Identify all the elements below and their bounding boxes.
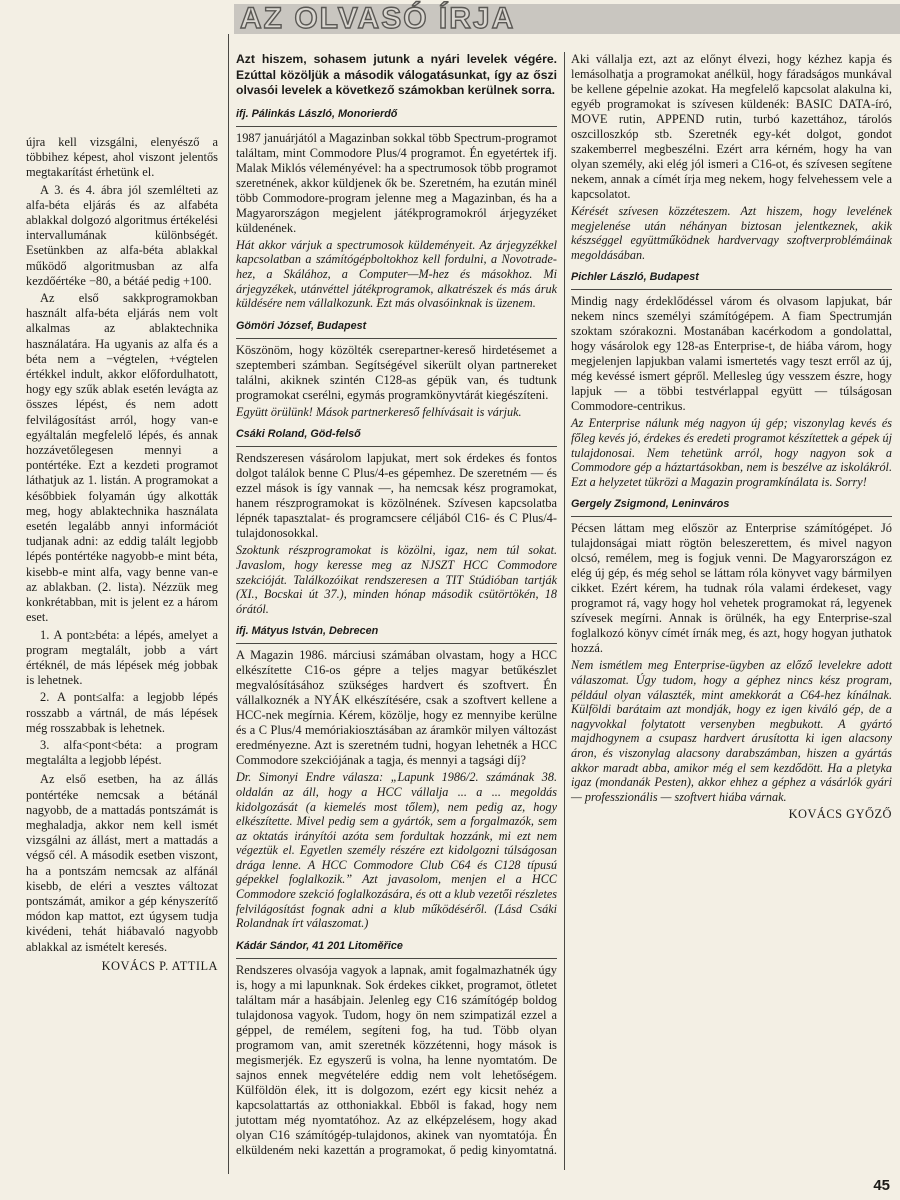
section-banner <box>234 4 900 34</box>
editor-reply: Az Enterprise nálunk még nagyon új gép; viszonylag kevés és főleg kevés jó, érdekes és eredeti programot készítettek a gépek új tulajdonosai. Nem tehetünk arról, hogy nagyon sok a Commodore gép a háztartásokban, nem is beszélve az iskolákról. Ezt a helyzetet tükrözi a Magazin programkínálata is. Sorry! <box>571 416 892 489</box>
section-title: AZ OLVASÓ ÍRJA <box>240 2 516 35</box>
page-number: 45 <box>873 1177 890 1194</box>
list-item: 2. A pont≤alfa: a legjobb lépés rosszabb a vártnál, de más lépések még rosszabbak is lehetnek. <box>26 690 218 735</box>
editor-reply: Nem ismétlem meg Enterprise-ügyben az előző levelekre adott válaszomat. Úgy tudom, hogy a géphez nincs kész program, például olyan választék, mint amekkorát a C64-hez kínálnak. Külföldi barátaim azt mondják, hogy ez igen kiváló gép, de a nagyvokkal folytatott versenyben megbukott. A gyártó majdhogynem a csupasz hardvert árusította ki igen alacsony áron, és viszonylag alacsony darabszámban, hiszen a gyártás akkor maradt abba, amikor még el sem kezdődött. Ha a pletyka igaz (mondanák Pesten), akkor ehhez a géphez a vásárlók gyári — professzionális — szoftvert hiába várnak. <box>571 658 892 804</box>
paragraph: Az első sakkprogramokban használt alfa-béta eljárás nem volt alkalmas az ablaktechnika használatára. Ha ugyanis az alfa és a béta nem a −végtelen, +végtelen értékkel indult, akkor előfordulhatott, hogy egy szűk ablak esetén levágta az összes lépést, és nem adott felvilágosítást arról, hogy van-e egyáltalán megfelelő lépés, és annak hozzávetőlegesen mennyi a pontértéke. Ezt a kezdeti programot láthatjuk az 1. listán. A programokat a későbbiek folyamán úgy alkották meg, hogy ablaktechnika használata esetén legalább annyi információt tudjanak adni: az eddig talált legjobb lépés pontértéke nagyobb-e mint béta, kisebb-e mint alfa, vagy benne van-e az ablakban. (2. lista). Nézzük meg konkrétabban, mit is jelent ez a három eset. <box>26 291 218 625</box>
editor-signature: KOVÁCS GYŐZŐ <box>788 807 892 822</box>
column-divider-left <box>228 34 229 1174</box>
editor-reply: Együtt örülünk! Mások partnerkereső felhívásait is várjuk. <box>236 404 522 419</box>
editor-reply: Kérését szívesen közzéteszem. Azt hiszem, hogy levelének megjelenése után néhányan biztosan jelentkeznek, akik készséggel együttműködnek hardvervagy szoftverproblémáinak megoldásában. <box>571 204 892 262</box>
list-item: 3. alfa<pont<béta: a program megtalálta a legjobb lépést. <box>26 737 218 768</box>
editor-reply: Szoktunk részprogramokat is közölni, igaz, nem túl sokat. Javaslom, hogy keresse meg az NJSZT HCC Commodore szekcióját. Találkozóikat rendszeresen a TIT Stúdióban tartják (XI., Bocskai út 37.), minden hónap második csütörtökén, 18 órától. <box>236 543 557 616</box>
editor-reply: Hát akkor várjuk a spectrumosok küldeményeit. Az árjegyzékkel kapcsolatban a számítógépboltokhoz kell fordulni, a Novotrade-hez, a Skálához, a Computer—M-hez és másokhoz. Mi árjegyzékek, utánvéttel játékprogramok, alkatrészek és más áruk küldésére nem vállalkozunk. Ezt más olvasóinknak is üzenem. <box>236 237 557 311</box>
letter-text: Köszönöm, hogy közölték cserepartner-kereső hirdetésemet a szeptemberi számban. Segítségével sikerült olyan partnereket találni, akiknek szintén C128-as gépük van, és tudtunk programokat cserélni, egymás programkönyvtárát kiegészíteni. <box>236 342 557 402</box>
letter-author: Csáki Roland, Göd-felső <box>236 427 557 447</box>
letter-author: Kádár Sándor, 41 201 Litoměřice <box>236 939 557 959</box>
letter <box>236 319 557 420</box>
editor-intro: Azt hiszem, sohasem jutunk a nyári levelek végére. Ezúttal közöljük a második válogatásunkat, így az őszi olvasói levelek a következő számokban kerülnek sorra. <box>236 52 557 98</box>
letter <box>236 107 557 311</box>
letter <box>236 427 557 616</box>
case-list <box>26 628 218 769</box>
letter-text: Mindig nagy érdeklődéssel várom és olvasom lapjukat, bár nekem nincs személyi számítógépem. A fiam Spectrumján szoktam szórakozni. Mostanában kacérkodom a gondolattal, hogy vásárolok egy 128-as Enterprise-t, de hiába várom, hogy megjelenjen lapjukban valami ismertetés vagy teszt erről az új, még kevéssé ismert gépről. Mellesleg úgy vesszem észre, hogy lapjuk — a többi testvérlappal együtt — túlságosan Commodore-centrikus. <box>571 294 892 414</box>
paragraph: Az első esetben, ha az állás pontértéke nemcsak a bétánál nagyobb, de a mattadás pontszámát is meghaladja, akkor nem kell ismét vizsgálni az állást, mert a mattadás a végső cél. A második esetben viszont, ha a pontszám nemcsak az alfánál kisebb, de eléri a vesztes változat pontszámát, amikor a gép kényszerítő módon kap mattot, ezt úgysem tudja kivédeni, tehát hiábavaló nagyobb ablakkal az ismételt keresés. <box>26 772 218 954</box>
letter-author: Gergely Zsigmond, Leninváros <box>571 497 892 517</box>
letters-section <box>236 52 892 1170</box>
list-item: 1. A pont≥béta: a lépés, amelyet a program megtalált, jobb a várt értéknél, de más lépések még jobbak is lehetnek. <box>26 627 218 688</box>
letter-text: A Magazin 1986. márciusi számában olvastam, hogy a HCC elkészítette C16-os gépre a teljes magyar betűkészlet megvalósításához szükséges hardvert és szoftvert. Én vállalkoznék a NYÁK elkészítésére, csak a szoftvert kellene a HCC-nek megírnia. Kérem, közölje, hogy ez mennyibe kerülne és a C Plus/4 memóriakiosztásában az áramkör milyen változást eredményezne. Azt is szeretném tudni, hogyan lehetnék a HCC Commodore szekciójának a tagja, és mennyi a tagsági díj? <box>236 648 557 768</box>
letter-text: Rendszeresen vásárolom lapjukat, mert sok érdekes és fontos dolgot találok benne C Plus/4-es gépemhez. De szeretném — és ezzel mások is így vannak —, ha nemcsak kész programokat, hanem részprogramokat is közölnének. Szívesen kapcsolatba lépnék tapasztalat- és programcsere céljából C16- és C Plus/4-tulajdonosokkal. <box>236 451 557 541</box>
left-column <box>26 135 218 974</box>
letter-text: 1987 januárjától a Magazinban sokkal több Spectrum-programot találtam, mint Commodore Plus/4 programot. Én egyetértek ifj. Malak Miklós véleményével: ha a spectrumosok több programot szeretnének, akkor küldjenek ők be. Szeretném, ha ezután minél több Commodore-program jelenne meg a Magazinban, és ha a Magyarországon megjelent játékprogramokról árjegyzéket küldenének. <box>236 130 557 235</box>
letter <box>236 624 557 931</box>
author-signature: KOVÁCS P. ATTILA <box>101 958 218 973</box>
letter-author: ifj. Pálinkás László, Monorierdő <box>236 107 557 127</box>
paragraph: A 3. és 4. ábra jól szemlélteti az alfa-béta eljárás és az alfabéta ablakkal dolgozó algoritmus értékelési intervallumának különbségét. Esetünkben az alfa-béta ablakkal működő algoritmusban az alfa kezdőértéke −80, a bétáé pedig +100. <box>26 182 218 288</box>
letter <box>571 270 892 489</box>
editor-reply: Dr. Simonyi Endre válasza: „Lapunk 1986/2. számának 38. oldalán az áll, hogy a HCC vállalja ... a ... megoldás kidolgozását (a kiemelés most tőlem), nem pedig az, hogy elkészítette. Mivel pedig sem a gyártók, sem a forgalmazók, sem az oktatás irányítói azóta sem fordultak hozzánk, mi ezt nem végeztük el. Egyetlen személy részére ezt kidolgozni túlságosan drága lenne. A HCC Commodore Club C64 és C128 típusú gépekkel foglalkozik.” Azt javasolom, menjen el a HCC Commodore szekció foglalkozására, és ott a klub vezetői részletes felvilágosítást fognak adni a klub működéséről. (Lásd Csáki Rolandnak írt válaszomat.) <box>236 770 557 931</box>
letter-author: Pichler László, Budapest <box>571 270 892 290</box>
letter-text: Pécsen láttam meg először az Enterprise számítógépet. Jó tulajdonságai miatt rögtön beleszerettem, és mivel nagyon olcsó, remélem, meg is fogjuk venni. De Magyarországon ez elég új gép, és még sehol se láttam róla könyvet vagy bármilyen cikket. Ezért kérem, ha tudnak róla valami érdekeset, vagy programot rá, vagy hogy hol vehetek programokat rá, legyenek szívesek megírni. Annak is örülnék, ha egy Enterprise-szal foglalkozó könyv címét írnák meg, és azt, hogy hogyan juthatok hozzá. <box>571 521 892 656</box>
letter <box>571 497 892 804</box>
letter-author: Gömöri József, Budapest <box>236 319 557 339</box>
paragraph: újra kell vizsgálni, elenyésző a többihez képest, ahol viszont jelentős megtakarítást érhetünk el. <box>26 135 218 180</box>
letter-author: ifj. Mátyus István, Debrecen <box>236 624 557 644</box>
letter-text: Rendszeres olvasója vagyok a lapnak, amit fogalmazhatnék úgy is, hogy a mi lapunknak. Sok érdekes cikket, programot, ötletet találtam már a hasábjain. Jelenleg egy C16 számítógép boldog tulajdonosa vagyok. Tudom, hogy ön nem szimpatizál ezzel a géppel, de remélem, segíteni fog, ha tud. Több olyan programom van, amit szeretnék közzétenni, hogy mások is megismerjék. Ez egyszerű is volna, ha lenne nyomtatóm. De sajnos ennek megvételére eddig nem volt lehetőségem. Külföldön élek, itt is dolgozom, ezért egy kicsit nehéz a kapcsolattartás az otthoniakkal. Ebből is fakad, hogy nem jutottam még nyomtatóhoz. Az az elképzelésem, hogy akad olyan C16 számítógép-tulajdonos, akinek van nyomtatója. Én elküldeném neki kazettán a programokat, ő pedig kinyomtatná. Aki vállalja ezt, azt az előnyt élvezi, hogy kézhez kapja és lemásolhatja a programokat anélkül, hogy fáradságos munkával be kellene gépelnie azokat. Ha megfelelő kapcsolat alakulna ki, egyéb programokat is szívesen küldenék: BASIC DATA-író, MOVE rutin, APPEND rutin, turbó kazettához, tárolós oszcilloszkóp stb. Szeretnék egy-két dolgot, gondot szakemberrel megbeszélni. Ezért arra kérném, hogy ha van olyan személy, aki elég jól ismeri a C16-ot, és szívesen segítene nekem, annak a címét írja meg nekem, hogy felvehessem vele a kapcsolatot. <box>236 52 892 1157</box>
